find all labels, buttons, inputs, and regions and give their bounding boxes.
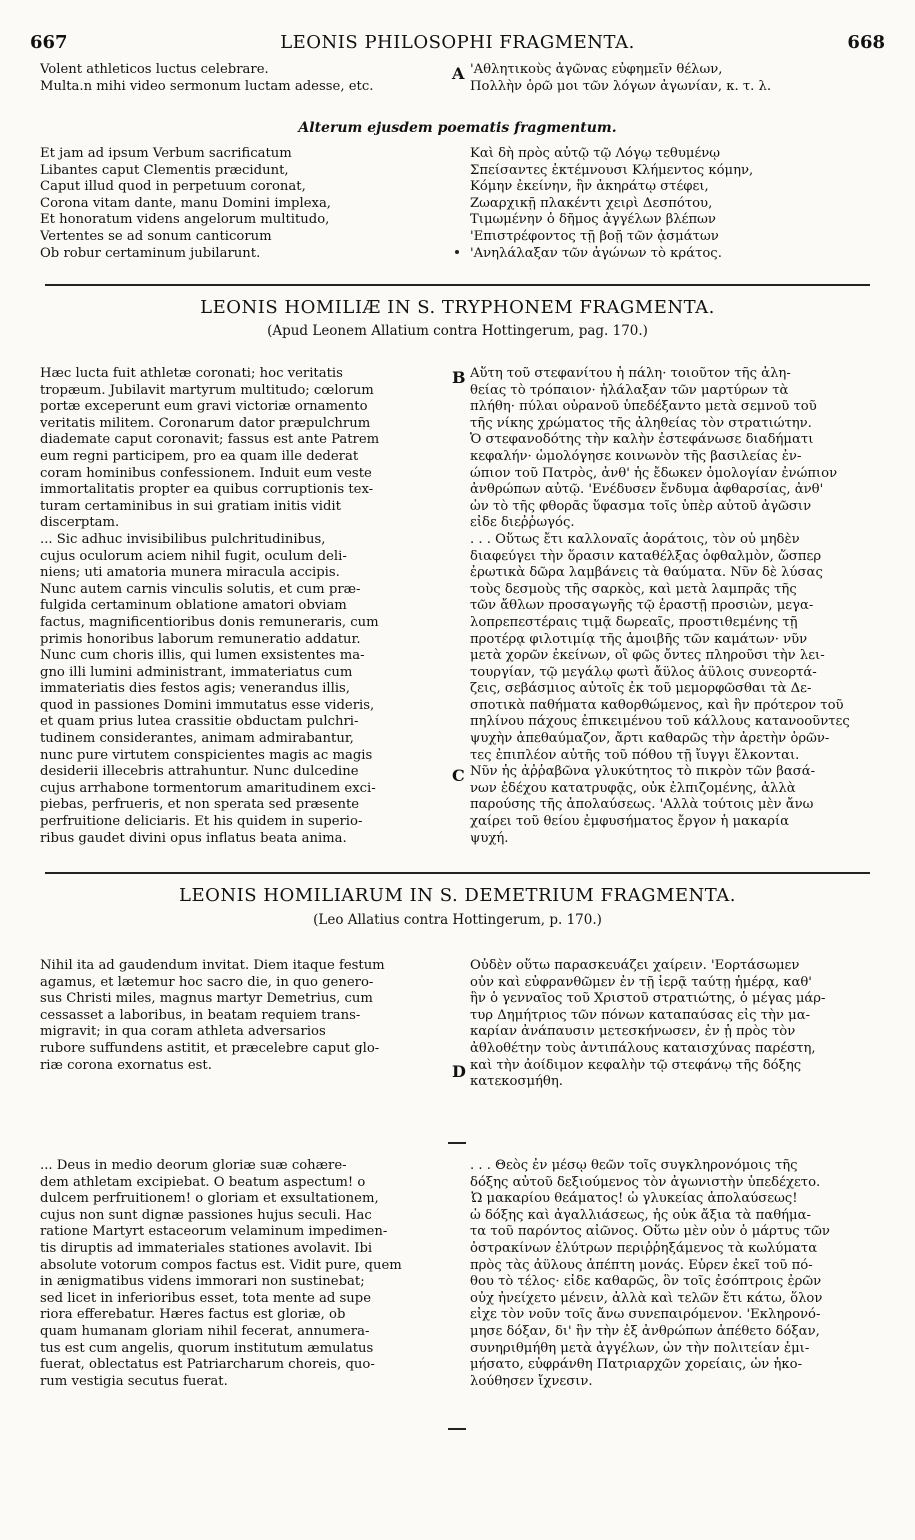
text-line: μήσατο, εὐφράνθη Πατριαρχῶν χορείαις, ὧν ἠκο-: [470, 1357, 803, 1373]
text-line: παρούσης τῆς ἀπολαύσεως. 'Αλλὰ τούτοις μὲν ἄνω: [470, 797, 814, 813]
text-line: dulcem perfruitionem! o gloriam et exsultationem,: [40, 1191, 379, 1207]
tryphon-latin: [40, 366, 450, 847]
text-line: διαφεύγει τὴν ὅρασιν καταθέλξας ὀφθαλμὸν, ὥσπερ: [470, 548, 822, 564]
text-line: quam humanam gloriam nihil fecerat, annumera-: [40, 1323, 370, 1339]
text-line: cujus oculorum aciem nihil fugit, oculum deli-: [40, 548, 347, 564]
text-line: in ænigmatibus videns immorari non sustinebat;: [40, 1274, 365, 1290]
text-line: ψυχὴν ἀπεθαύμαζον, ἄρτι καθαρῶς τὴν ἀρετὴν ὁρῶν-: [470, 731, 830, 747]
text-line: quod in passiones Domini immutatus esse videris,: [40, 697, 375, 713]
text-line: Ὁ στεφανοδότης τὴν καλὴν ἐστεφάνωσε διαδήματι: [470, 432, 814, 448]
text-line: οὐχ ἠνείχετο μένειν, ἀλλὰ καὶ τελῶν ἔτι κάτω, ὅλον: [470, 1290, 823, 1306]
demetrius-greek-1: [470, 958, 880, 1091]
text-line: Ζωαρχικῇ πλακέντι χειρὶ Δεσπότου,: [470, 195, 713, 211]
text-line: Nihil ita ad gaudendum invitat. Diem itaque festum: [40, 958, 385, 973]
text-line: tus est cum angelis, quorum institutum æmulatus: [40, 1340, 374, 1356]
text-line: Volent athleticos luctus celebrare.: [40, 62, 269, 77]
text-line: ὧν τὸ τῆς φθορᾶς ὕφασμα τοῖς ὑπὲρ αὐτοῦ ἀγῶσιν: [470, 498, 812, 514]
text-line: Hæc lucta fuit athletæ coronati; hoc veritatis: [40, 366, 343, 381]
text-line: μησε δόξαν, δι' ἣν τὴν ἐξ ἀνθρώπων ἀπέθετο δόξαν,: [470, 1323, 820, 1339]
text-line: immortalitatis propter ea quibus corruptionis tex-: [40, 482, 374, 498]
top-fragment-latin: [40, 62, 450, 95]
text-line: . . . Θεὸς ἐν μέσῳ θεῶν τοῖς συγκληρονόμοις τῆς: [470, 1158, 798, 1173]
margin-marker-d: D: [452, 1062, 466, 1081]
page-number-right: 668: [847, 32, 885, 53]
text-line: gno illi lumini administrant, immateriatus cum: [40, 664, 353, 680]
text-line: tropæum. Jubilavit martyrum multitudo; cœlorum: [40, 382, 374, 398]
text-line: . . . Οὕτως ἔτι καλλοναῖς ἀοράτοις, τὸν οὗ μηδὲν: [470, 531, 800, 547]
text-line: Et jam ad ipsum Verbum sacrificatum: [40, 146, 292, 161]
margin-marker-a: A: [452, 64, 465, 83]
margin-dot: [455, 250, 459, 254]
text-line: ὦ δόξης καὶ ἀγαλλιάσεως, ἧς οὐκ ἄξια τὰ παθήμα-: [470, 1207, 811, 1223]
text-line: 'Επιστρέφοντος τῇ βοῇ τῶν ᾀσμάτων: [470, 228, 719, 244]
text-line: μετὰ χορῶν ἐκείνων, οἳ φῶς ὄντες πληροῦσι τὴν λει-: [470, 648, 825, 664]
text-line: Πολλὴν ὁρῶ μοι τῶν λόγων ἀγωνίαν, κ. τ. λ.: [470, 78, 772, 94]
text-line: συνηριθμήθη μετὰ ἀγγέλων, ὧν τὴν πολιτείαν ἐμι-: [470, 1340, 810, 1356]
text-line: εἶχε τὸν νοῦν τοῖς ἄνω συνεπαιρόμενον. 'Εκληρονό-: [470, 1307, 821, 1323]
section-divider: [45, 872, 870, 874]
text-line: Libantes caput Clementis præcidunt,: [40, 162, 289, 178]
text-line: sed licet in inferioribus esset, tota mente ad supe: [40, 1290, 372, 1306]
demetrius-latin-1: [40, 958, 450, 1074]
text-line: rubore suffundens astitit, et præcelebre caput glo-: [40, 1040, 380, 1056]
text-line: Corona vitam dante, manu Domini implexa,: [40, 195, 331, 211]
text-line: θου τὸ τέλος· εἶδε καθαρῶς, ὃν τοῖς ἐσόπτροις ἐρῶν: [470, 1274, 822, 1290]
text-line: veritatis militem. Coronarum dator præpulchrum: [40, 415, 371, 431]
text-line: rum vestigia secutus fuerat.: [40, 1373, 228, 1389]
text-line: εἶδε διεῤῥωγός.: [470, 515, 575, 531]
text-line: piebas, perfrueris, et non sperata sed præsente: [40, 797, 360, 813]
running-header: [30, 32, 885, 54]
text-line: κατεκοσμήθη.: [470, 1074, 563, 1090]
text-line: tis diruptis ad immateriales stationes avolavit. Ibi: [40, 1240, 373, 1256]
text-line: τοὺς δεσμοὺς τῆς σαρκὸς, καὶ μετὰ λαμπρᾶς τῆς: [470, 581, 797, 597]
text-line: λούθησεν ἴχνεσιν.: [470, 1373, 593, 1389]
text-line: πηλίνου πάχους ἐπικειμένου τοῦ κάλλους κατανοοῦντες: [470, 714, 850, 730]
text-line: θείας τὸ τρόπαιον· ἠλάλαξαν τῶν μαρτύρων τὰ: [470, 382, 789, 398]
text-line: καὶ τὴν ἀοίδιμον κεφαλὴν τῷ στεφάνῳ τῆς δόξης: [470, 1057, 802, 1073]
text-line: 'Αθλητικοὺς ἀγῶνας εὐφημεῖν θέλων,: [470, 62, 723, 77]
section-subtitle-tryphon: (Apud Leonem Allatium contra Hottingerum, pag. 170.): [267, 323, 648, 339]
text-line: ἣν ὁ γενναῖος τοῦ Χριστοῦ στρατιώτης, ὁ μέγας μάρ-: [470, 991, 826, 1007]
text-line: dem athletam excipiebat. O beatum aspectum! o: [40, 1174, 366, 1190]
text-line: niens; uti amatoria munera miracula accipis.: [40, 565, 340, 581]
text-line: Τιμωμένην ὁ δῆμος ἀγγέλων βλέπων: [470, 212, 716, 228]
text-line: Vertentes se ad sonum canticorum: [40, 228, 272, 244]
section-divider: [45, 284, 870, 286]
text-line: ὀστρακίνων ἐλύτρων περιῤῥηξάμενος τὰ κωλύματα: [470, 1240, 818, 1256]
text-line: diademate caput coronavit; fassus est ante Patrem: [40, 432, 380, 448]
text-line: προτέρᾳ φιλοτιμίᾳ τῆς ἀμοιβῆς τῶν καμάτων· νῦν: [470, 631, 808, 647]
text-line: eum regni participem, pro ea quam ille dederat: [40, 448, 359, 464]
text-line: Ob robur certaminum jubilarunt.: [40, 245, 261, 261]
text-line: fuerat, oblectatus est Patriarcharum choreis, quo-: [40, 1357, 375, 1373]
text-line: οὖν καὶ εὐφρανθῶμεν ἐν τῇ ἱερᾷ ταύτῃ ἡμέρᾳ, καθ': [470, 974, 812, 990]
text-line: τα τοῦ παρόντος αἰῶνος. Οὕτω μὲν οὖν ὁ μάρτυς τῶν: [470, 1224, 830, 1240]
text-line: χαίρει τοῦ θείου ἐμφυσήματος ἔργον ἡ μακαρία: [470, 814, 790, 830]
text-line: 'Ανηλάλαξαν τῶν ἀγώνων τὸ κράτος.: [470, 245, 722, 261]
text-line: ἀθλοθέτην τοὺς ἀντιπάλους καταισχύνας παρέστη,: [470, 1040, 816, 1056]
demetrius-latin-2: [40, 1158, 450, 1390]
text-line: ζεις, σεβάσμιος αὐτοῖς ἐκ τοῦ μεμορφῶσθαι τὰ Δε-: [470, 681, 812, 697]
running-title: LEONIS PHILOSOPHI FRAGMENTA.: [280, 32, 635, 53]
text-line: δόξης αὐτοῦ δεξιούμενος τὸν ἀγωνιστὴν ὑπεδέχετο.: [470, 1174, 821, 1190]
text-line: Et honoratum videns angelorum multitudo,: [40, 212, 330, 228]
text-line: Multa.n mihi video sermonum luctam adesse, etc.: [40, 78, 374, 94]
text-line: Ὦ μακαρίου θεάματος! ὦ γλυκείας ἀπολαύσεως!: [470, 1191, 798, 1207]
text-line: immateriatis dies festos agis; venerandus illis,: [40, 681, 350, 697]
fragment-separator: [448, 1428, 466, 1430]
text-line: riæ corona exornatus est.: [40, 1057, 212, 1073]
text-line: tudinem considerantes, animam admirabantur,: [40, 731, 354, 747]
text-line: νων ἐδέχου κατατρυφᾷς, οὐκ ἐλπιζομένης, ἀλλὰ: [470, 780, 796, 796]
text-line: discerptam.: [40, 515, 120, 531]
top-fragment-greek: [470, 62, 880, 95]
text-line: primis honoribus laborum remuneratio addatur.: [40, 631, 361, 647]
demetrius-greek-2: [470, 1158, 880, 1390]
text-line: absolute votorum compos factus est. Vidit pure, quem: [40, 1257, 402, 1273]
text-line: cessasset a laboribus, in beatam requiem trans-: [40, 1007, 361, 1023]
text-line: ώπιον τοῦ Πατρὸς, ἀνθ' ἧς ἔδωκεν ὁμολογίαν ἐνώπιον: [470, 465, 838, 481]
text-line: ψυχή.: [470, 830, 509, 846]
text-line: ἐρωτικὰ δῶρα λαμβάνεις τὰ θαύματα. Νῦν δὲ λύσας: [470, 565, 823, 581]
text-line: πρὸς τὰς ἀΰλους ἀπέπτη μονάς. Εὗρεν ἐκεῖ τοῦ πό-: [470, 1257, 813, 1273]
text-line: ... Sic adhuc invisibilibus pulchritudinibus,: [40, 531, 326, 547]
text-line: Σπείσαντες ἐκτέμνουσι Κλήμεντος κόμην,: [470, 162, 754, 178]
text-line: et quam prius lutea crassitie obductam pulchri-: [40, 714, 359, 730]
poem-heading: Alterum ejusdem poematis fragmentum.: [298, 120, 617, 136]
text-line: Nunc cum choris illis, qui lumen exsistentes ma-: [40, 648, 365, 664]
text-line: τυρ Δημήτριος τῶν πόνων καταπαύσας εἰς τὴν μα-: [470, 1007, 811, 1023]
text-line: fulgida certaminum oblatione amatori obviam: [40, 598, 347, 614]
section-title-demetrius: LEONIS HOMILIARUM IN S. DEMETRIUM FRAGMENTA.: [178, 885, 737, 906]
text-line: τῶν ἄθλων προσαγωγῆς τῷ ἐραστῇ προσιὼν, μεγα-: [470, 598, 814, 614]
text-line: ribus gaudet divini opus inflatus beata anima.: [40, 830, 347, 846]
text-line: factus, magnificentioribus donis remuneraris, cum: [40, 614, 379, 630]
text-line: Αὕτη τοῦ στεφανίτου ἡ πάλη· τοιοῦτον τῆς ἀλη-: [470, 366, 791, 381]
poem-latin: [40, 146, 450, 262]
text-line: ratione Martyrt estaceorum velaminum impedimen-: [40, 1224, 388, 1240]
text-line: Νῦν ἧς ἀῤῥαβῶνα γλυκύτητος τὸ πικρὸν τῶν βασά-: [470, 764, 816, 780]
text-line: perfruitione deliciaris. Et his quidem in superio-: [40, 814, 363, 830]
text-line: λοπρεπεστέραις τιμᾷ δωρεαῖς, προστιθεμένης τῇ: [470, 614, 798, 630]
text-line: sus Christi miles, magnus martyr Demetrius, cum: [40, 991, 373, 1007]
text-line: desiderii illecebris attrahuntur. Nunc dulcedine: [40, 764, 359, 780]
text-line: turam certaminibus in sui gratiam initis vidit: [40, 498, 341, 514]
text-line: coram hominibus confessionem. Induit eum veste: [40, 465, 372, 481]
text-line: cujus arrhabone tormentorum amaritudinem exci-: [40, 780, 376, 796]
text-line: cujus non sunt dignæ passiones hujus seculi. Hac: [40, 1207, 372, 1223]
text-line: πλήθη· πύλαι οὐρανοῦ ὑπεδέξαντο μετὰ σεμνοῦ τοῦ: [470, 399, 817, 415]
text-line: ἀνθρώπων αὐτῷ. 'Ενέδυσεν ἔνδυμα ἀφθαρσίας, ἀνθ': [470, 482, 824, 498]
section-subtitle-demetrius: (Leo Allatius contra Hottingerum, p. 170.): [313, 912, 602, 928]
text-line: κεφαλήν· ὡμολόγησε κοινωνὸν τῆς βασιλείας ἐν-: [470, 448, 802, 464]
text-line: τῆς νίκης χρώματος τῆς ἀληθείας τὸν στρατιώτην.: [470, 415, 812, 431]
text-line: Caput illud quod in perpetuum coronat,: [40, 179, 306, 195]
tryphon-greek: [470, 366, 880, 847]
text-line: τες ἐπιπλέον αὐτῆς τοῦ πόθου τῇ ἴυγγι ἕλκονται.: [470, 747, 800, 763]
text-line: agamus, et lætemur hoc sacro die, in quo genero-: [40, 974, 374, 990]
text-line: καρίαν ἀνάπαυσιν μετεσκήνωσεν, ἐν ᾗ πρὸς τὸν: [470, 1024, 796, 1040]
section-title-tryphon: LEONIS HOMILIÆ IN S. TRYPHONEM FRAGMENTA.: [200, 297, 715, 318]
text-line: σποτικὰ παθήματα καθορθώμενος, καὶ ἣν πρότερον τοῦ: [470, 697, 844, 713]
text-line: ... Deus in medio deorum gloriæ suæ cohære-: [40, 1158, 347, 1173]
text-line: Nunc autem carnis vinculis solutis, et cum præ-: [40, 581, 361, 597]
text-line: τουργίαν, τῷ μεγάλῳ φωτὶ ἄϋλος ἀΰλοις συνεορτά-: [470, 664, 817, 680]
text-line: migravit; in qua coram athleta adversarios: [40, 1024, 326, 1040]
text-line: Καὶ δὴ πρὸς αὐτῷ τῷ Λόγῳ τεθυμένῳ: [470, 146, 721, 161]
margin-marker-c: C: [452, 766, 465, 785]
fragment-separator: [448, 1142, 466, 1144]
poem-greek: [470, 146, 880, 262]
page-number-left: 667: [30, 32, 68, 53]
text-line: portæ exceperunt eum gravi victoriæ ornamento: [40, 399, 368, 415]
text-line: Κόμην ἐκείνην, ἣν ἀκηράτῳ στέφει,: [470, 179, 709, 195]
margin-marker-b: B: [452, 368, 466, 387]
text-line: Οὐδὲν οὕτω παρασκευάζει χαίρειν. 'Εορτάσωμεν: [470, 958, 800, 973]
text-line: nunc pure virtutem conspicientes magis ac magis: [40, 747, 373, 763]
text-line: riora efferebatur. Hæres factus est gloriæ, ob: [40, 1307, 346, 1323]
